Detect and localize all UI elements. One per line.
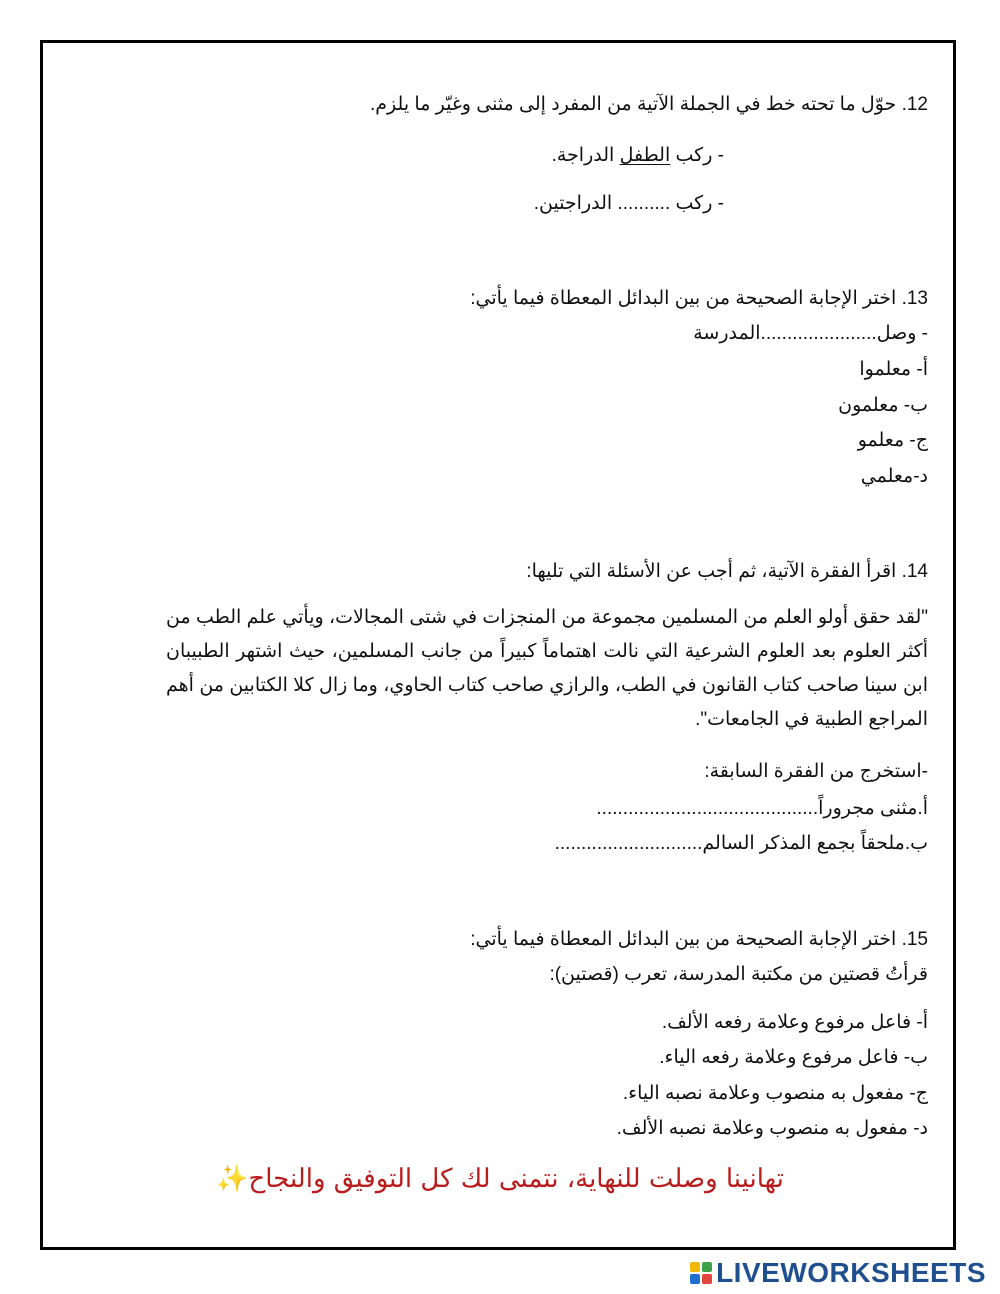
q15-title: 15. اختر الإجابة الصحيحة من بين البدائل المعطاة فيما يأتي: [470, 929, 928, 950]
q12-sentence [552, 143, 724, 169]
q15-option-d[interactable]: د- مفعول به منصوب وعلامة نصبه الألف. [616, 1118, 928, 1139]
liveworksheets-logo[interactable] [690, 1258, 986, 1288]
congrats-text: تهانينا وصلت للنهاية، نتمنى لك كل التوفيق والنجاح [248, 1164, 784, 1194]
sparkles-icon: ✨ [216, 1164, 249, 1194]
q13-option-a[interactable]: أ- معلموا [859, 359, 928, 380]
q12-answer-line[interactable]: - ركب .......... الدراجتين. [533, 193, 724, 214]
q14-answer-b[interactable]: ب.ملحقاً بجمع المذكر السالم............................ [554, 833, 928, 854]
q15-option-a[interactable]: أ- فاعل مرفوع وعلامة رفعه الألف. [661, 1012, 928, 1033]
q12-sentence-pre: - ركب [670, 145, 724, 166]
q12-title: 12. حوّل ما تحته خط في الجملة الآتية من المفرد إلى مثنى وغيّر ما يلزم. [370, 94, 928, 115]
q15-option-c[interactable]: ج- مفعول به منصوب وعلامة نصبه الياء. [622, 1083, 928, 1104]
congrats-message [0, 1164, 1000, 1194]
q14-instruction: -استخرج من الفقرة السابقة: [704, 761, 928, 782]
q15-sentence: قرأتُ قصتين من مكتبة المدرسة، تعرب (قصتين): [549, 964, 928, 985]
q14-answer-a[interactable]: أ.مثنى مجروراً.......................................... [596, 798, 928, 819]
q13-option-b[interactable]: ب- معلمون [838, 395, 928, 416]
q15-option-b[interactable]: ب- فاعل مرفوع وعلامة رفعه الياء. [659, 1047, 928, 1068]
q14-title: 14. اقرأ الفقرة الآتية، ثم أجب عن الأسئلة التي تليها: [526, 561, 928, 582]
q13-option-c[interactable]: ج- معلمو [857, 430, 928, 451]
q13-option-d[interactable]: د-معلمي [860, 466, 928, 487]
q12-sentence-post: الدراجة. [551, 145, 620, 166]
q13-sentence: - وصل......................المدرسة [693, 323, 928, 344]
q12-underlined-word: الطفل [619, 145, 671, 166]
q14-paragraph: "لقد حقق أولو العلم من المسلمين مجموعة من المنجزات في شتى المجالات، ويأتي علم الطب من أكثر العلوم بعد العلوم الشرعية التي نالت اهتماماً كبيراً من جانب المسلمين، حيث اشتهر الطبيبان ابن سينا صاحب كتاب القانون في الطب، والرازي صاحب كتاب الحاوي، وما زال كلا الكتابين من أهم المراجع الطبية في الجامعات". [166, 607, 928, 730]
q13-title: 13. اختر الإجابة الصحيحة من بين البدائل المعطاة فيما يأتي: [470, 288, 928, 309]
logo-text: LIVEWORKSHEETS [716, 1257, 986, 1288]
logo-mark-icon [690, 1262, 712, 1284]
